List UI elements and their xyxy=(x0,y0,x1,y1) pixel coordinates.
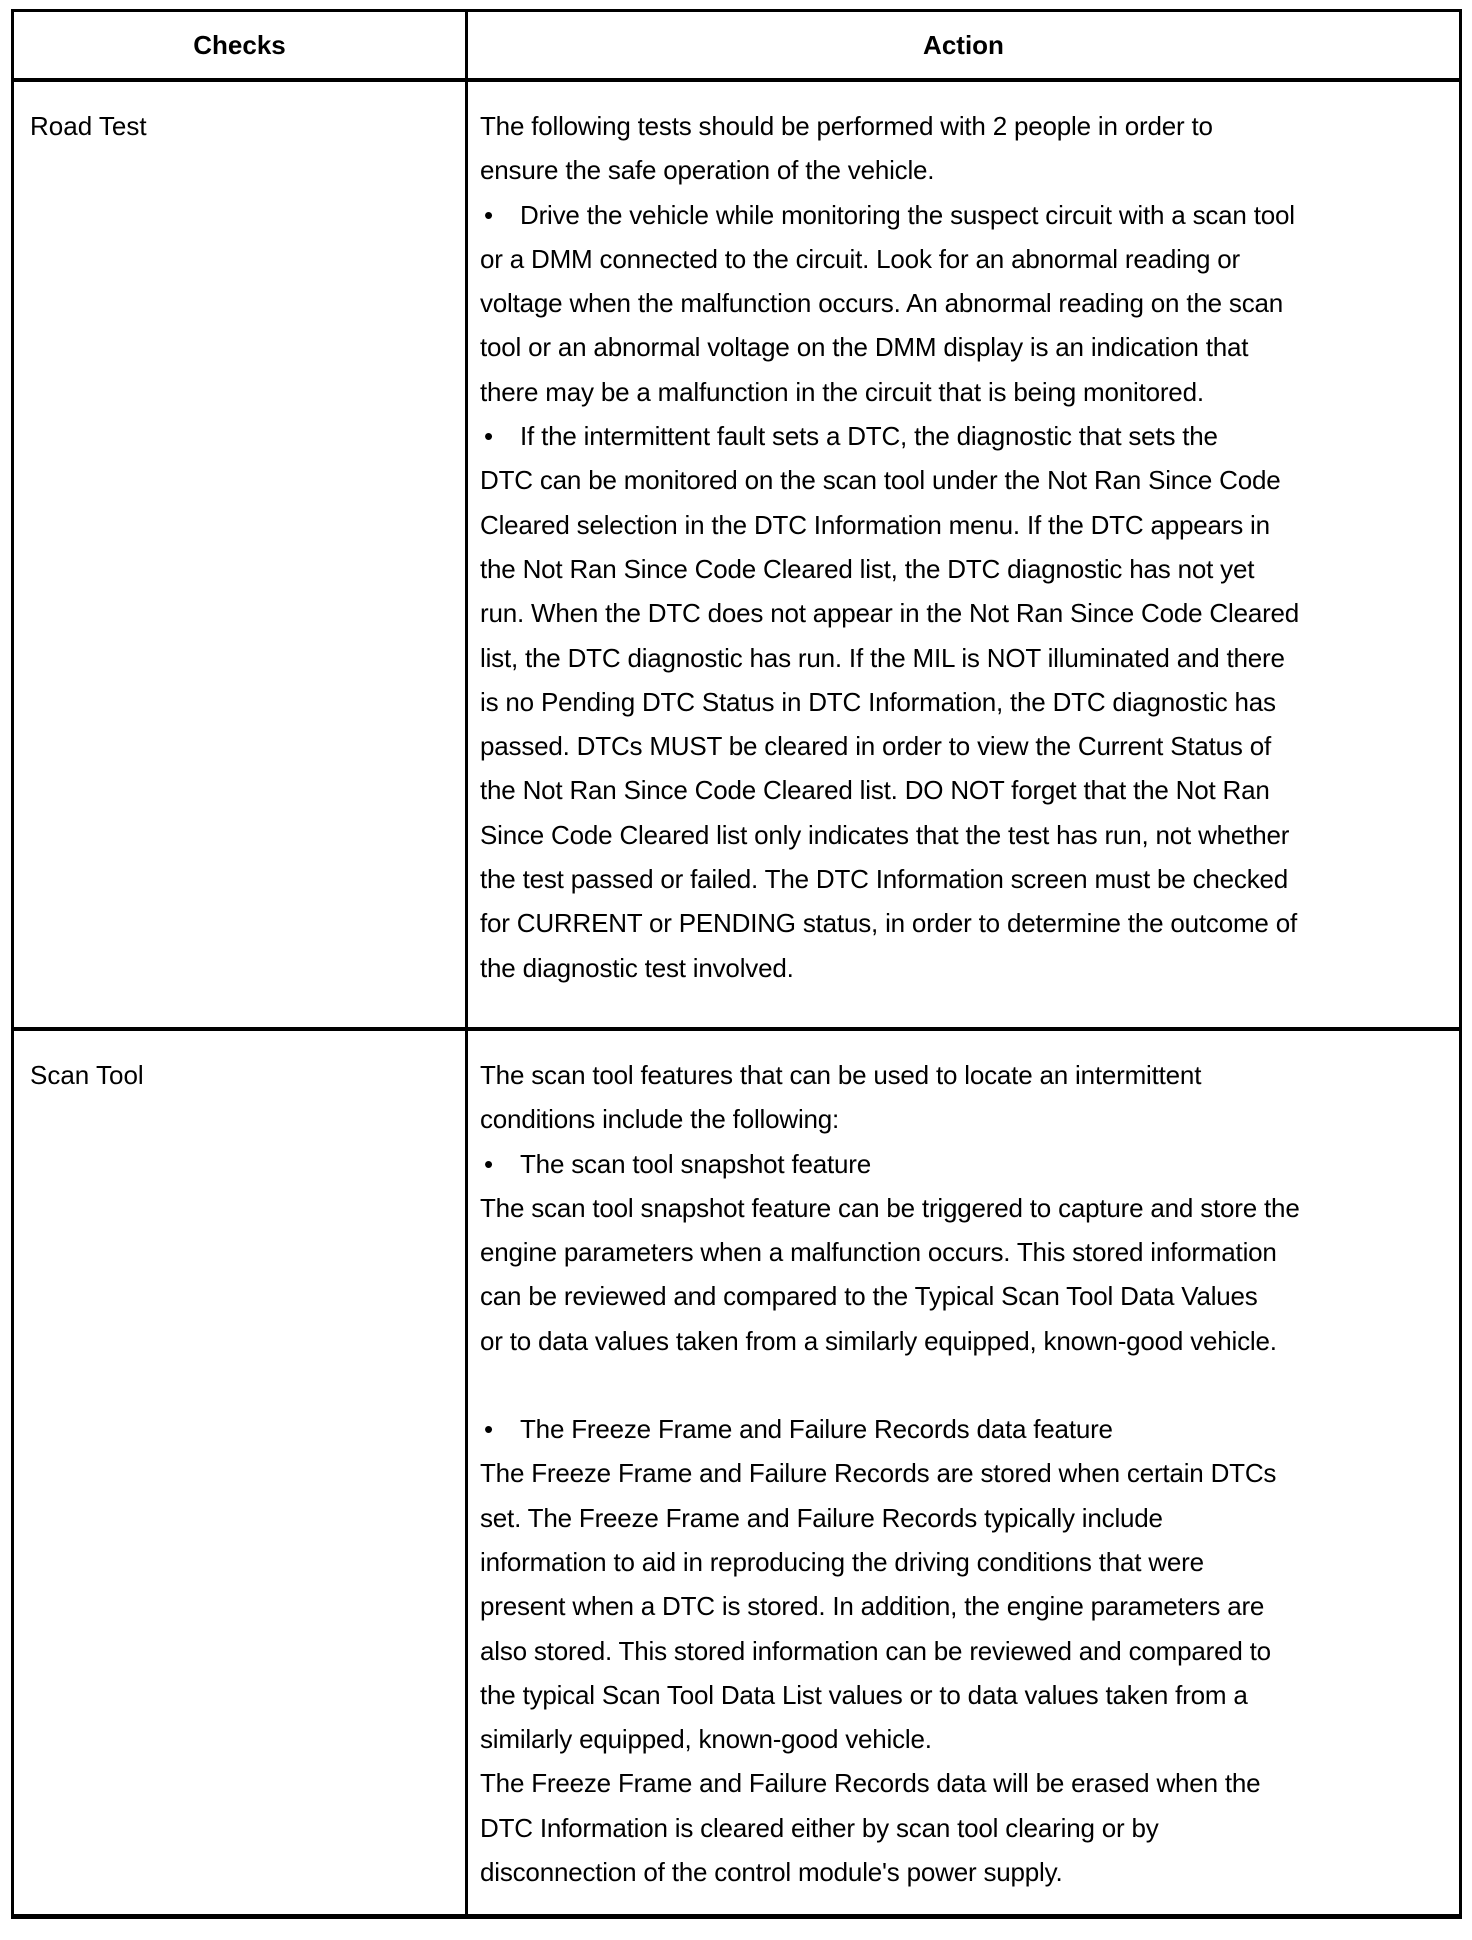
bullet-icon: • xyxy=(484,1414,493,1445)
line-text: list, the DTC diagnostic has run. If the MIL is NOT illuminated and there xyxy=(480,642,1285,673)
line-text: run. When the DTC does not appear in the Not Ran Since Code Cleared xyxy=(480,598,1300,629)
text-line xyxy=(480,104,1459,148)
bullet-icon: • xyxy=(484,1148,493,1179)
text-line xyxy=(480,1097,1459,1141)
table-row-scan-tool xyxy=(14,1031,1459,1914)
text-line xyxy=(480,946,1459,990)
line-text: The scan tool snapshot feature xyxy=(520,1148,872,1179)
text-line xyxy=(480,1053,1459,1097)
line-text: present when a DTC is stored. In addition, the engine parameters are xyxy=(480,1591,1265,1622)
checks-action-table xyxy=(11,9,1462,1919)
table-row-road-test xyxy=(14,82,1459,1031)
text-line xyxy=(480,680,1459,724)
bullet-icon: • xyxy=(484,199,493,230)
text-line xyxy=(480,1806,1459,1850)
text-line xyxy=(480,901,1459,945)
line-text: disconnection of the control module's power supply. xyxy=(480,1857,1063,1888)
bullet-line xyxy=(480,1142,1459,1186)
text-line xyxy=(480,1540,1459,1584)
text-line xyxy=(480,1186,1459,1230)
text-line xyxy=(480,1629,1459,1673)
action-cell xyxy=(468,1031,1459,1914)
line-text: also stored. This stored information can be reviewed and compared to xyxy=(480,1635,1271,1666)
text-line xyxy=(480,857,1459,901)
line-text: the Not Ran Since Code Cleared list, the DTC diagnostic has not yet xyxy=(480,553,1255,584)
line-text: there may be a malfunction in the circuit that is being monitored. xyxy=(480,376,1204,407)
text-line xyxy=(480,1496,1459,1540)
text-line xyxy=(480,1584,1459,1628)
line-text: The scan tool features that can be used to locate an intermittent xyxy=(480,1060,1202,1090)
header-checks: Checks xyxy=(14,12,468,78)
text-line xyxy=(480,1850,1459,1894)
action-cell xyxy=(468,82,1459,1027)
line-text: If the intermittent fault sets a DTC, the diagnostic that sets the xyxy=(520,421,1218,452)
line-text: The Freeze Frame and Failure Records data feature xyxy=(520,1414,1113,1445)
bullet-line xyxy=(480,414,1459,458)
text-line xyxy=(480,591,1459,635)
text-line xyxy=(480,458,1459,502)
check-cell: Road Test xyxy=(14,82,468,1027)
text-line xyxy=(480,281,1459,325)
text-line xyxy=(480,1230,1459,1274)
text-line xyxy=(480,237,1459,281)
text-line xyxy=(480,636,1459,680)
line-text: or to data values taken from a similarly equipped, known-good vehicle. xyxy=(480,1325,1277,1356)
text-line xyxy=(480,813,1459,857)
line-text: The following tests should be performed with 2 people in order to xyxy=(480,111,1213,141)
table-header-row xyxy=(14,12,1459,82)
line-text: or a DMM connected to the circuit. Look for an abnormal reading or xyxy=(480,243,1240,274)
line-text: passed. DTCs MUST be cleared in order to view the Current Status of xyxy=(480,731,1272,762)
text-line xyxy=(480,325,1459,369)
line-text: engine parameters when a malfunction occurs. This stored information xyxy=(480,1237,1277,1268)
text-line xyxy=(480,724,1459,768)
text-line xyxy=(480,768,1459,812)
line-text: voltage when the malfunction occurs. An abnormal reading on the scan xyxy=(480,288,1284,319)
line-text: is no Pending DTC Status in DTC Information, the DTC diagnostic has xyxy=(480,686,1276,717)
text-line xyxy=(480,1319,1459,1363)
line-text: similarly equipped, known-good vehicle. xyxy=(480,1724,932,1755)
line-text: the typical Scan Tool Data List values or to data values taken from a xyxy=(480,1679,1248,1710)
text-line xyxy=(480,148,1459,192)
line-text: for CURRENT or PENDING status, in order to determine the outcome of xyxy=(480,908,1297,939)
line-text: tool or an abnormal voltage on the DMM display is an indication that xyxy=(480,332,1249,363)
text-line xyxy=(480,1761,1459,1805)
line-text: ensure the safe operation of the vehicle. xyxy=(480,155,935,186)
check-cell: Scan Tool xyxy=(14,1031,468,1914)
line-text: DTC can be monitored on the scan tool under the Not Ran Since Code xyxy=(480,465,1281,496)
bullet-icon: • xyxy=(484,421,493,452)
bullet-line xyxy=(480,1407,1459,1451)
text-line xyxy=(480,370,1459,414)
text-line xyxy=(480,1274,1459,1318)
line-text: Since Code Cleared list only indicates that the test has run, not whether xyxy=(480,819,1290,850)
line-text: set. The Freeze Frame and Failure Records typically include xyxy=(480,1502,1163,1533)
line-text: The Freeze Frame and Failure Records are stored when certain DTCs xyxy=(480,1458,1277,1489)
text-line xyxy=(480,547,1459,591)
line-text: Drive the vehicle while monitoring the suspect circuit with a scan tool xyxy=(520,199,1295,230)
line-text: The Freeze Frame and Failure Records data will be erased when the xyxy=(480,1768,1261,1799)
text-line xyxy=(480,503,1459,547)
line-text: DTC Information is cleared either by scan tool clearing or by xyxy=(480,1812,1159,1843)
line-text: information to aid in reproducing the driving conditions that were xyxy=(480,1546,1204,1577)
header-action: Action xyxy=(923,29,1004,60)
line-text: the diagnostic test involved. xyxy=(480,952,794,983)
text-line xyxy=(480,1673,1459,1717)
line-text: conditions include the following: xyxy=(480,1104,840,1135)
line-text: Cleared selection in the DTC Information menu. If the DTC appears in xyxy=(480,509,1270,540)
line-text: can be reviewed and compared to the Typical Scan Tool Data Values xyxy=(480,1281,1258,1312)
bullet-line xyxy=(480,193,1459,237)
text-line xyxy=(480,1717,1459,1761)
line-text: the test passed or failed. The DTC Information screen must be checked xyxy=(480,864,1289,895)
text-line xyxy=(480,1451,1459,1495)
text-line xyxy=(480,1363,1459,1407)
line-text: the Not Ran Since Code Cleared list. DO NOT forget that the Not Ran xyxy=(480,775,1270,806)
line-text: The scan tool snapshot feature can be triggered to capture and store the xyxy=(480,1192,1300,1223)
